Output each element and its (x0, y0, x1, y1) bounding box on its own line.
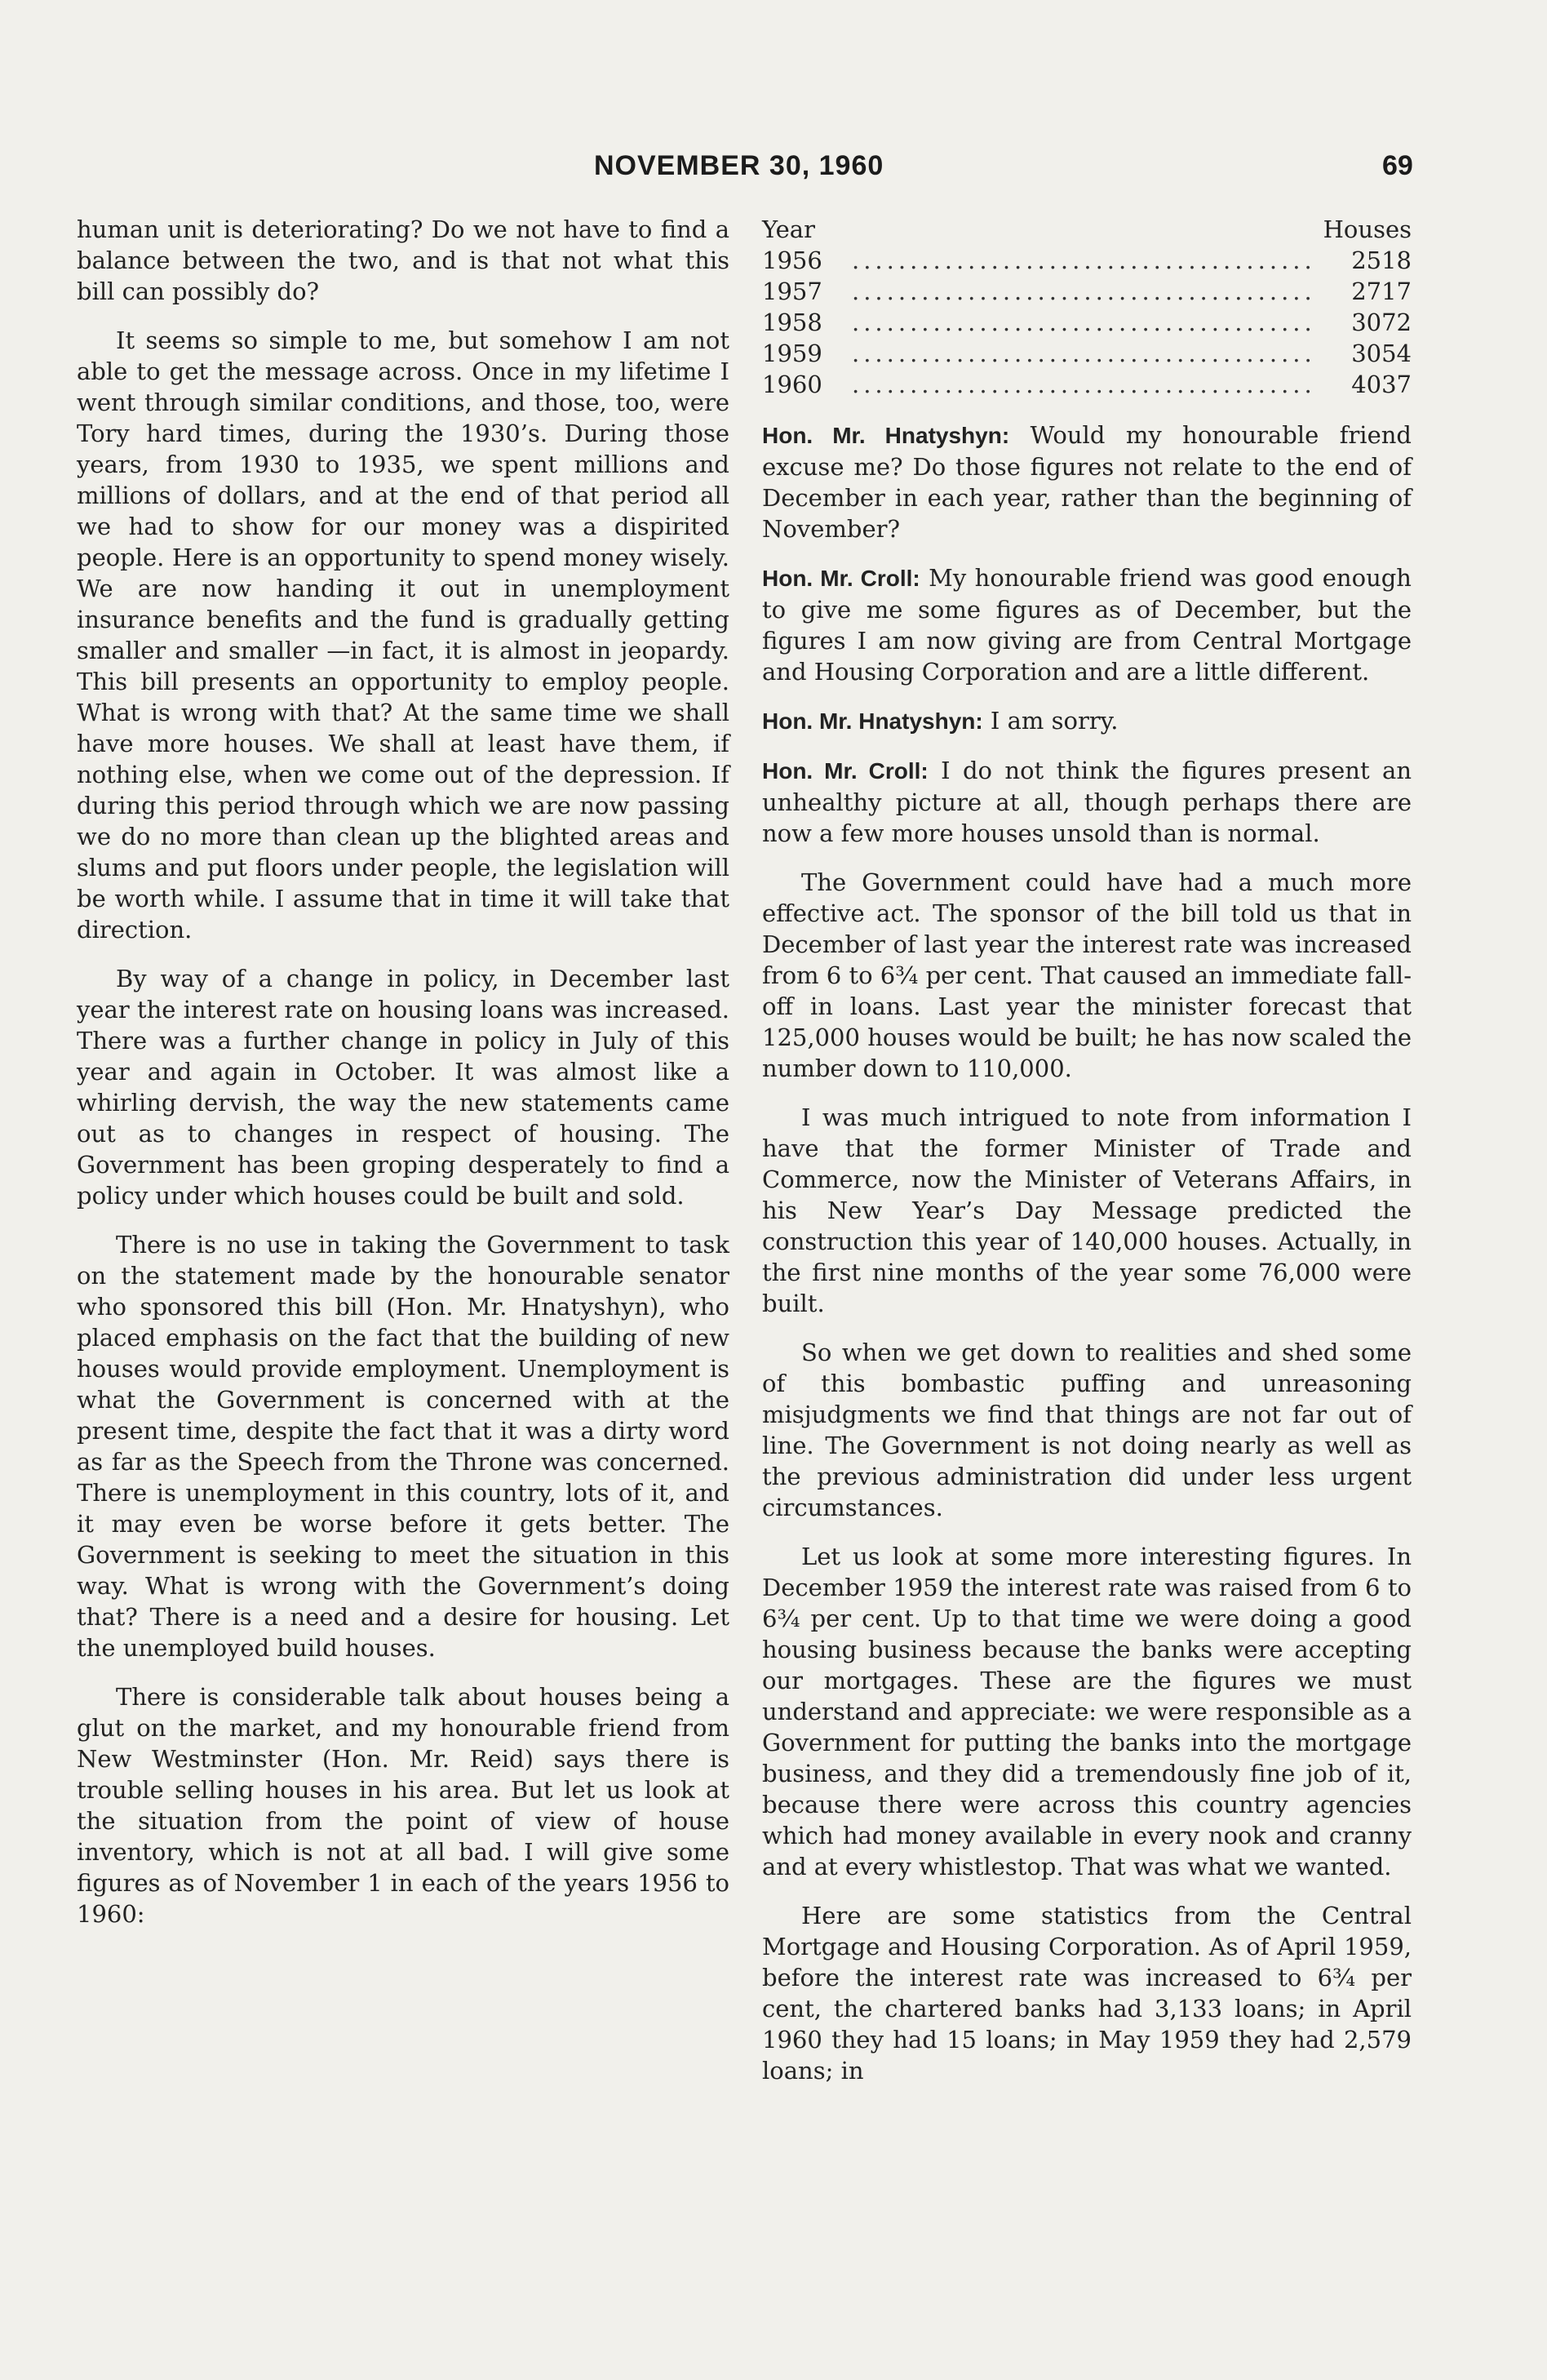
paragraph: Here are some statistics from the Central Mortgage and Housing Corporation. As of April 1959, before the interest rate was increased to 6¾ per cent, the chartered banks had 3,133 loans; in April 1960 they had 15 loans; in May 1959 they had 2,579 loans; in (762, 1902, 1412, 2085)
speaker-name: Hon. Mr. Croll: (762, 758, 929, 784)
speech-paragraph (762, 420, 1412, 544)
dot-leader: ........................................ (852, 340, 1316, 367)
speech-paragraph (762, 562, 1412, 687)
paragraph: So when we get down to realities and shed some of this bombastic puffing and unreasoning misjudgments we find that things are not far out of line. The Government is not doing nearly as well as the previous administration did under less urgent circumstances. (762, 1339, 1412, 1521)
paragraph: There is no use in taking the Government to task on the statement made by the honourable senator who sponsored this bill (Hon. Mr. Hnatyshyn), who placed emphasis on the fact that the building of new houses would provide employment. Unemployment is what the Government is concerned with at the present time, despite the fact that it was a dirty word as far as the Speech from the Throne was concerned. There is unemployment in this country, lots of it, and it may even be worse before it gets better. The Government is seeking to meet the situation in this way. What is wrong with the Government’s doing that? There is a need and a desire for housing. Let the unemployed build houses. (77, 1231, 729, 1662)
table-row (762, 245, 1412, 276)
speaker-name: Hon. Mr. Hnatyshyn: (762, 708, 983, 734)
table-row (762, 338, 1412, 369)
speech-text: Would my honourable friend excuse me? Do those figures not relate to the end of December in each year, rather than the beginning of November? (762, 421, 1412, 543)
houses-cell: 3054 (1351, 340, 1412, 367)
dot-leader: ........................................ (852, 246, 1316, 274)
paragraph: By way of a change in policy, in December last year the interest rate on housing loans was increased. There was a further change in policy in July of this year and again in October. It was almost like a whirling dervish, the way the new statements came out as to changes in respect of housing. The Government has been groping desperately to find a policy under which houses could be built and sold. (77, 965, 729, 1210)
year-cell: 1957 (762, 278, 822, 305)
page-header (0, 150, 1547, 191)
dot-leader: ........................................ (852, 371, 1316, 398)
page-title: NOVEMBER 30, 1960 (594, 150, 884, 181)
year-cell: 1960 (762, 371, 822, 398)
table-row (762, 307, 1412, 338)
year-cell: 1959 (762, 340, 822, 367)
paragraph: I was much intrigued to note from information I have that the former Minister of Trade and Commerce, now the Minister of Veterans Affairs, in his New Year’s Day Message predicted the construction this year of 140,000 houses. Actually, in the first nine months of the year some 76,000 were built. (762, 1103, 1412, 1317)
paragraph: There is considerable talk about houses being a glut on the market, and my honourable friend from New Westminster (Hon. Mr. Reid) says there is trouble selling houses in his area. But let us look at the situation from the point of view of house inventory, which is not at all bad. I will give some figures as of November 1 in each of the years 1956 to 1960: (77, 1683, 729, 1928)
left-column (77, 214, 729, 1947)
paragraph: human unit is deteriorating? Do we not have to find a balance between the two, and is that not what this bill can possibly do? (77, 215, 729, 305)
speech-text: My honourable friend was good enough to give me some figures as of December, but the figures I am now giving are from Central Mortgage and Housing Corporation and are a little different. (762, 564, 1412, 686)
page-number: 69 (1382, 150, 1413, 181)
houses-cell: 3072 (1351, 309, 1412, 336)
speech-text: I am sorry. (982, 707, 1119, 735)
speech-paragraph (762, 705, 1412, 737)
speech-paragraph (762, 755, 1412, 849)
year-cell: 1956 (762, 246, 822, 274)
speech-text: I do not think the figures present an unhealthy picture at all, though perhaps there are now a few more houses unsold than is normal. (762, 757, 1412, 847)
dot-leader: ........................................ (852, 309, 1316, 336)
right-column (762, 214, 1412, 2104)
table-row (762, 276, 1412, 307)
year-column-header: Year (762, 215, 815, 243)
houses-cell: 2518 (1351, 246, 1412, 274)
houses-table (762, 214, 1412, 400)
table-row (762, 369, 1412, 400)
paragraph: It seems so simple to me, but somehow I am not able to get the message across. Once in my lifetime I went through similar conditions, and those, too, were Tory hard times, during the 1930’s. During those years, from 1930 to 1935, we spent millions and millions of dollars, and at the end of that period all we had to show for our money was a dispirited people. Here is an opportunity to spend money wisely. We are now handing it out in unemployment insurance benefits and the fund is gradually getting smaller and smaller —in fact, it is almost in jeopardy. This bill presents an opportunity to employ people. What is wrong with that? At the same time we shall have more houses. We shall at least have them, if nothing else, when we come out of the depression. If during this period through which we are now passing we do no more than clean up the blighted areas and slums and put floors under people, the legislation will be worth while. I assume that in time it will take that direction. (77, 326, 729, 944)
year-cell: 1958 (762, 309, 822, 336)
paragraph: The Government could have had a much more effective act. The sponsor of the bill told us that in December of last year the interest rate was increased from 6 to 6¾ per cent. That caused an immediate fall-off in loans. Last year the minister forecast that 125,000 houses would be built; he has now scaled the number down to 110,000. (762, 868, 1412, 1082)
houses-cell: 2717 (1351, 278, 1412, 305)
paragraph: Let us look at some more interesting figures. In December 1959 the interest rate was raised from 6 to 6¾ per cent. Up to that time we were doing a good housing business because the banks were accepting our mortgages. These are the figures we must understand and appreciate: we were responsible as a Government for putting the banks into the mortgage business, and they did a tremendously fine job of it, because there were across this country agencies which had money available in every nook and cranny and at every whistlestop. That was what we wanted. (762, 1543, 1412, 1880)
speaker-name: Hon. Mr. Croll: (762, 566, 920, 591)
speaker-name: Hon. Mr. Hnatyshyn: (762, 423, 1010, 448)
houses-column-header: Houses (1323, 215, 1412, 243)
houses-cell: 4037 (1351, 371, 1412, 398)
dot-leader: ........................................ (852, 278, 1316, 305)
table-header-row (762, 214, 1412, 245)
